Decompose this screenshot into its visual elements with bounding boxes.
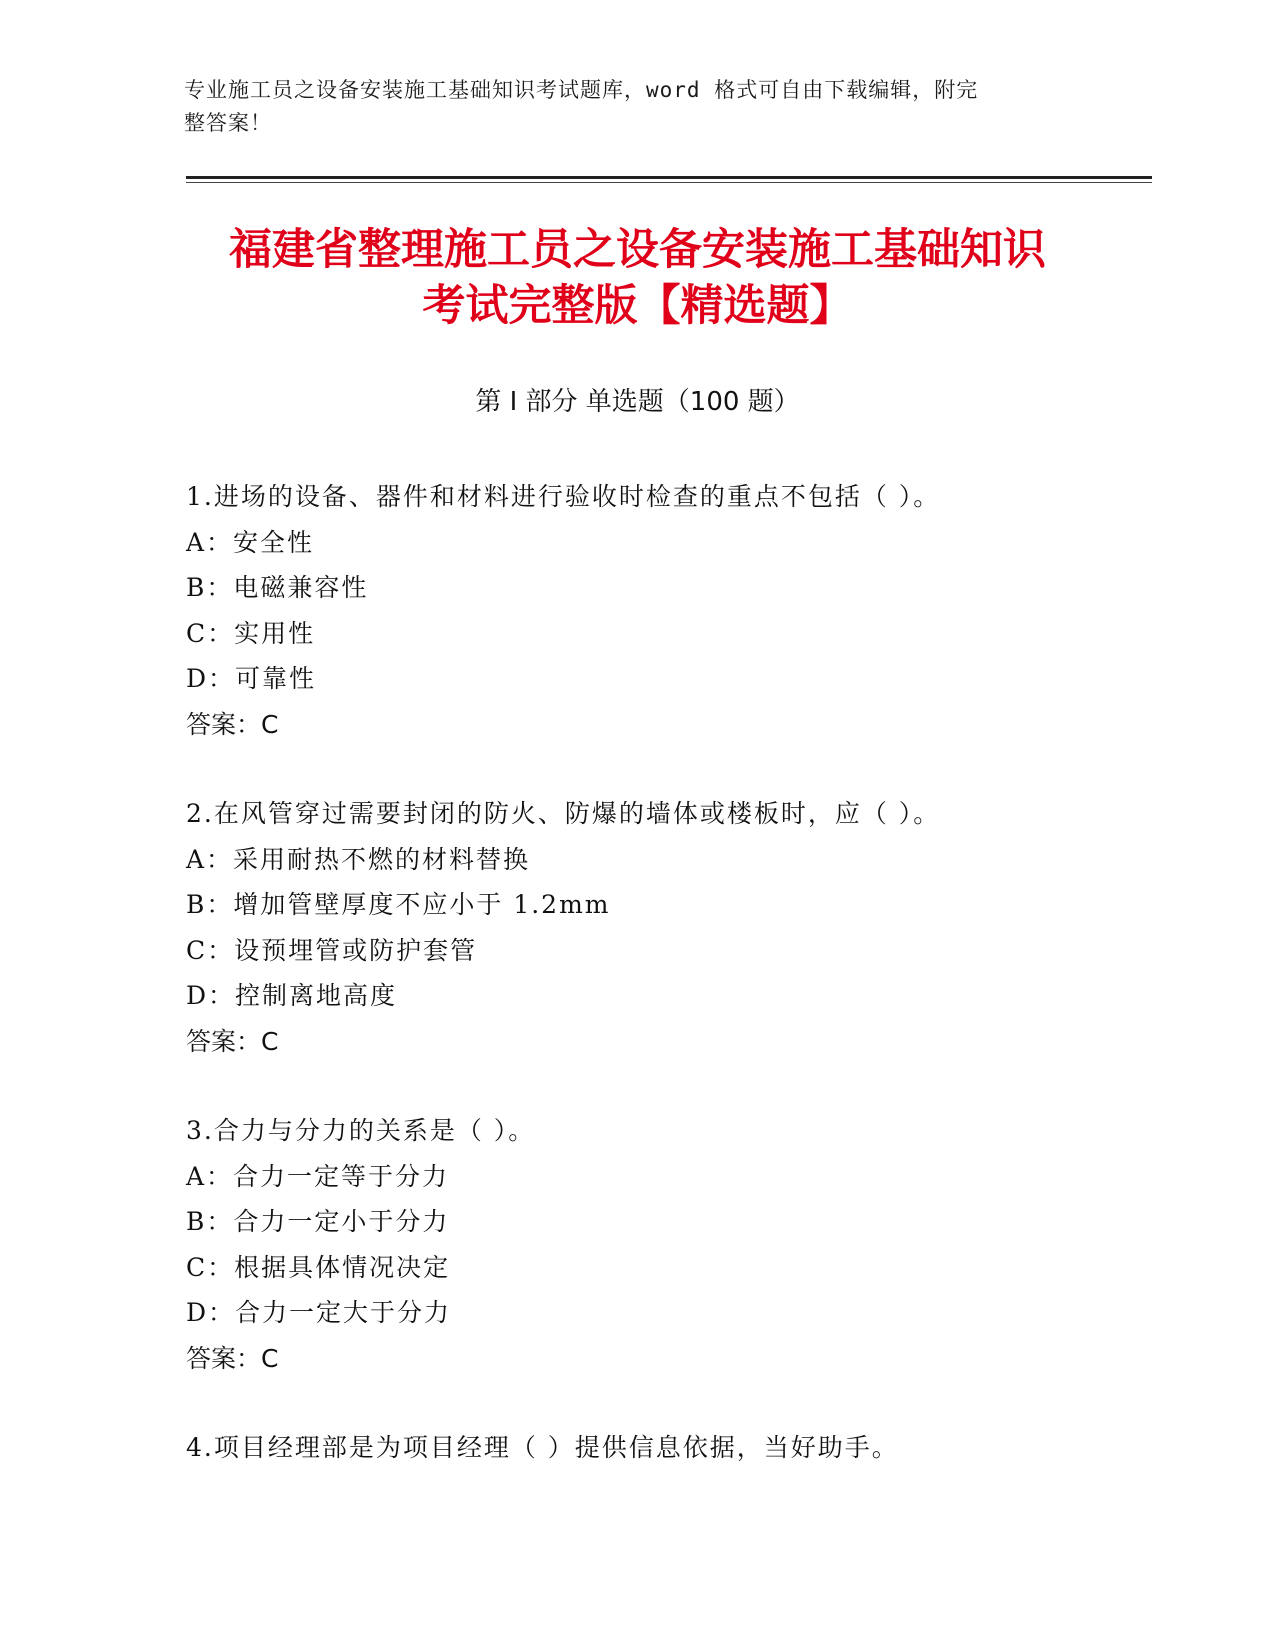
header-divider-thin — [186, 182, 1152, 183]
header-note-line-2: 整答案！ — [184, 111, 272, 135]
question-1-option-d: D：可靠性 — [186, 664, 317, 693]
question-1 — [186, 474, 1146, 747]
question-3-answer: 答案：C — [186, 1343, 279, 1373]
question-list — [186, 474, 1146, 1515]
question-2-option-d: D：控制离地高度 — [186, 981, 398, 1010]
question-2-option-b: B：增加管壁厚度不应小于 1.2mm — [186, 890, 611, 919]
question-3-option-d: D：合力一定大于分力 — [186, 1298, 452, 1327]
header-note-line-1: 专业施工员之设备安装施工基础知识考试题库，word 格式可自由下载编辑，附完 — [184, 78, 979, 102]
header-divider-thick — [186, 176, 1152, 179]
question-2-stem: 2.在风管穿过需要封闭的防火、防爆的墙体或楼板时，应（ ）。 — [186, 799, 941, 828]
question-4-stem: 4.项目经理部是为项目经理（ ）提供信息依据，当好助手。 — [186, 1433, 899, 1462]
question-3 — [186, 1108, 1146, 1381]
question-2-answer: 答案：C — [186, 1026, 279, 1056]
document-title — [140, 222, 1135, 334]
document-title-line-1: 福建省整理施工员之设备安装施工基础知识 — [229, 225, 1046, 275]
question-1-option-a: A：安全性 — [186, 527, 315, 557]
question-1-stem: 1.进场的设备、器件和材料进行验收时检查的重点不包括（ ）。 — [186, 482, 941, 511]
section-title: 第 I 部分 单选题（100 题） — [475, 387, 800, 417]
question-1-answer: 答案：C — [186, 709, 279, 739]
question-2 — [186, 791, 1146, 1064]
question-1-option-b: B：电磁兼容性 — [186, 573, 369, 602]
question-2-option-a: A：采用耐热不燃的材料替换 — [186, 844, 531, 874]
question-3-option-c: C：根据具体情况决定 — [186, 1252, 451, 1282]
question-3-stem: 3.合力与分力的关系是（ ）。 — [186, 1116, 536, 1145]
question-3-option-a: A：合力一定等于分力 — [186, 1161, 450, 1191]
header-note — [184, 74, 1064, 140]
question-3-option-b: B：合力一定小于分力 — [186, 1207, 450, 1236]
question-1-option-c: C：实用性 — [186, 618, 316, 648]
question-4 — [186, 1425, 1146, 1471]
document-title-line-2: 考试完整版【精选题】 — [422, 281, 853, 331]
question-2-option-c: C：设预埋管或防护套管 — [186, 935, 478, 965]
